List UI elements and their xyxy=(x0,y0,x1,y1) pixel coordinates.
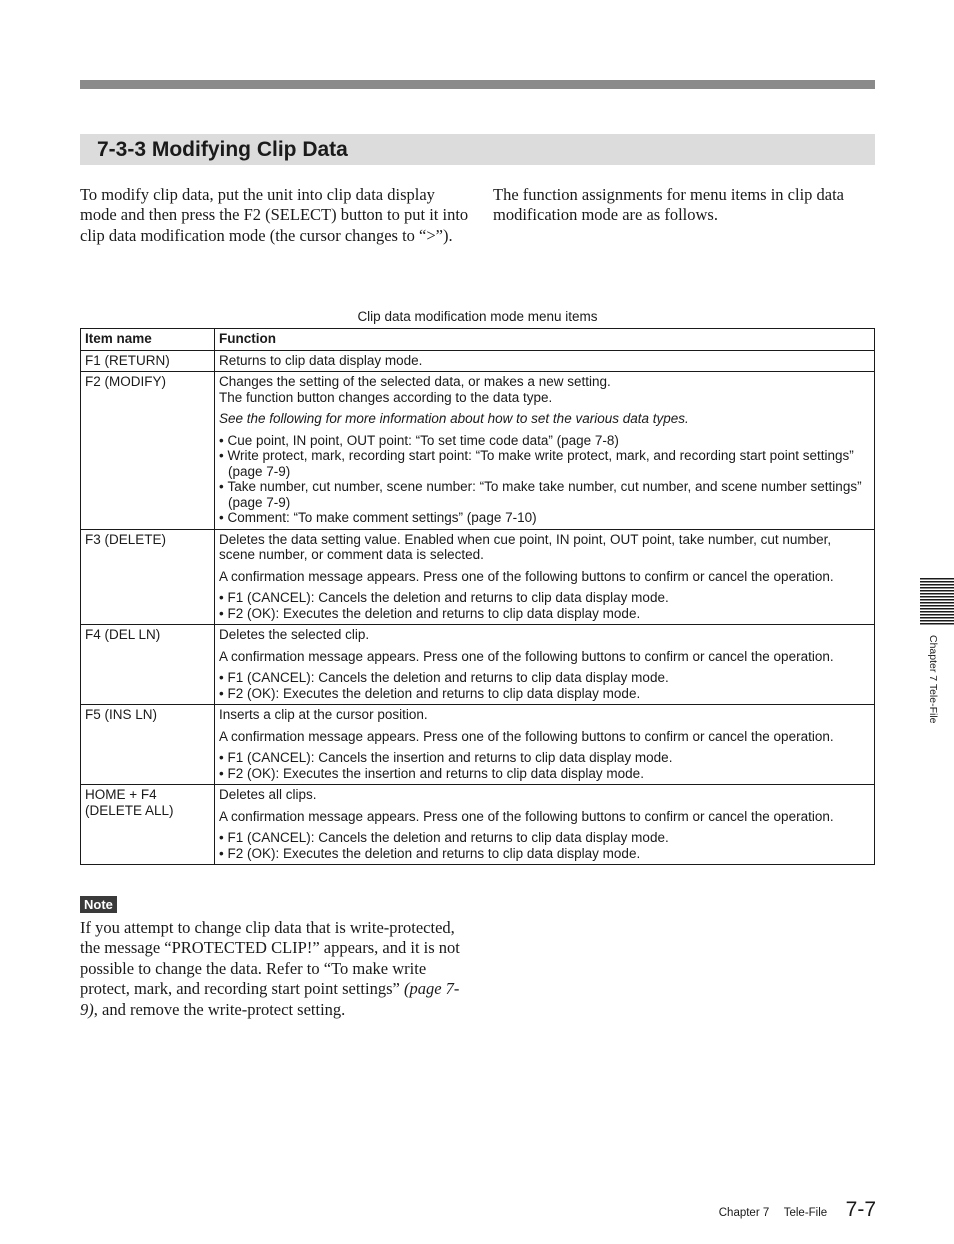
function-text: A confirmation message appears. Press one of the following buttons to confirm or cancel the operation. xyxy=(219,808,834,824)
page-number: 7-7 xyxy=(845,1198,876,1221)
list-item: • F2 (OK): Executes the deletion and returns to clip data display mode. xyxy=(219,846,870,862)
function-bullet-list xyxy=(219,830,870,861)
footer-chapter: Chapter 7 xyxy=(718,1207,770,1219)
table-row xyxy=(81,529,875,625)
function-text: A confirmation message appears. Press one of the following buttons to confirm or cancel the operation. xyxy=(219,648,834,664)
list-item: • F2 (OK): Executes the insertion and returns to clip data display mode. xyxy=(219,766,870,782)
function-bullet-list xyxy=(219,590,870,621)
top-rule xyxy=(80,80,875,89)
item-name-cell: HOME + F4 (DELETE ALL) xyxy=(81,785,215,865)
function-cell xyxy=(215,372,875,530)
table-caption: Clip data modification mode menu items xyxy=(357,309,598,324)
function-bullet-list xyxy=(219,750,870,781)
function-text: Deletes all clips. xyxy=(219,787,317,802)
function-text: Inserts a clip at the cursor position. xyxy=(219,707,428,722)
note-paragraph xyxy=(80,918,465,1020)
note-label: Note xyxy=(80,896,117,913)
function-text: Changes the setting of the selected data, or makes a new setting. The function button changes according to the data type. xyxy=(219,374,611,405)
section-header-bar xyxy=(80,134,875,165)
list-item: • Take number, cut number, scene number: “To make take number, cut number, and scene number settings” (page 7-9) xyxy=(219,479,870,510)
function-text: Deletes the selected clip. xyxy=(219,627,370,642)
intro-paragraph-right: The function assignments for menu items in clip data modification mode are as follows. xyxy=(493,185,845,225)
list-item: • F1 (CANCEL): Cancels the deletion and returns to clip data display mode. xyxy=(219,590,870,606)
list-item: • F2 (OK): Executes the deletion and returns to clip data display mode. xyxy=(219,606,870,622)
menu-items-table xyxy=(80,328,875,865)
list-item: • F1 (CANCEL): Cancels the deletion and returns to clip data display mode. xyxy=(219,830,870,846)
table-row xyxy=(81,705,875,785)
footer-chapter-title: Tele-File xyxy=(783,1207,828,1219)
function-note-italic: See the following for more information about how to set the various data types. xyxy=(219,411,689,426)
item-name-cell: F1 (RETURN) xyxy=(81,350,215,372)
section-title: 7-3-3 Modifying Clip Data xyxy=(97,138,348,161)
function-text: Deletes the data setting value. Enabled when cue point, IN point, OUT point, take number, cut number, scene number, or comment data is selected. xyxy=(219,531,832,562)
function-cell xyxy=(215,529,875,625)
table-row xyxy=(81,785,875,865)
list-item: • F1 (CANCEL): Cancels the insertion and returns to clip data display mode. xyxy=(219,750,870,766)
list-item: • Cue point, IN point, OUT point: “To set time code data” (page 7-8) xyxy=(219,433,870,449)
list-item: • Write protect, mark, recording start point: “To make write protect, mark, and recording start point settings” (page 7-9) xyxy=(219,448,870,479)
header-function: Function xyxy=(215,329,875,351)
header-item-name: Item name xyxy=(81,329,215,351)
table-row xyxy=(81,372,875,530)
item-name-cell: F2 (MODIFY) xyxy=(81,372,215,530)
function-text: Returns to clip data display mode. xyxy=(219,352,423,368)
table-header-row xyxy=(81,329,875,351)
table-row xyxy=(81,350,875,372)
note-text-after: , and remove the write-protect setting. xyxy=(93,999,346,1019)
item-name-cell: F5 (INS LN) xyxy=(81,705,215,785)
page-footer xyxy=(719,1198,876,1222)
function-cell xyxy=(215,705,875,785)
function-cell xyxy=(215,785,875,865)
intro-paragraph-left: To modify clip data, put the unit into clip data display mode and then press the F2 (SELECT) button to put it into clip data modification mode (the cursor changes to “>”). xyxy=(80,185,469,245)
item-name-cell: F3 (DELETE) xyxy=(81,529,215,625)
note-page-reference: (page 7-9) xyxy=(80,979,460,1019)
list-item: • F2 (OK): Executes the deletion and returns to clip data display mode. xyxy=(219,686,870,702)
list-item: • F1 (CANCEL): Cancels the deletion and returns to clip data display mode. xyxy=(219,670,870,686)
list-item: • Comment: “To make comment settings” (page 7-10) xyxy=(219,510,870,526)
function-cell xyxy=(215,350,875,372)
item-name-cell: F4 (DEL LN) xyxy=(81,625,215,705)
function-bullet-list xyxy=(219,433,870,526)
chapter-thumb-label: Chapter 7 Tele-File xyxy=(927,635,939,724)
function-text: A confirmation message appears. Press one of the following buttons to confirm or cancel the operation. xyxy=(219,568,834,584)
note-text-before: If you attempt to change clip data that is write-protected, the message “PROTECTED CLIP!” appears, and it is not possible to change the data. Refer to “To make write protect, mark, and recording start point settings” xyxy=(80,918,460,999)
function-text: A confirmation message appears. Press one of the following buttons to confirm or cancel the operation. xyxy=(219,728,834,744)
function-bullet-list xyxy=(219,670,870,701)
chapter-thumb-index-lines xyxy=(920,578,954,626)
table-row xyxy=(81,625,875,705)
function-cell xyxy=(215,625,875,705)
